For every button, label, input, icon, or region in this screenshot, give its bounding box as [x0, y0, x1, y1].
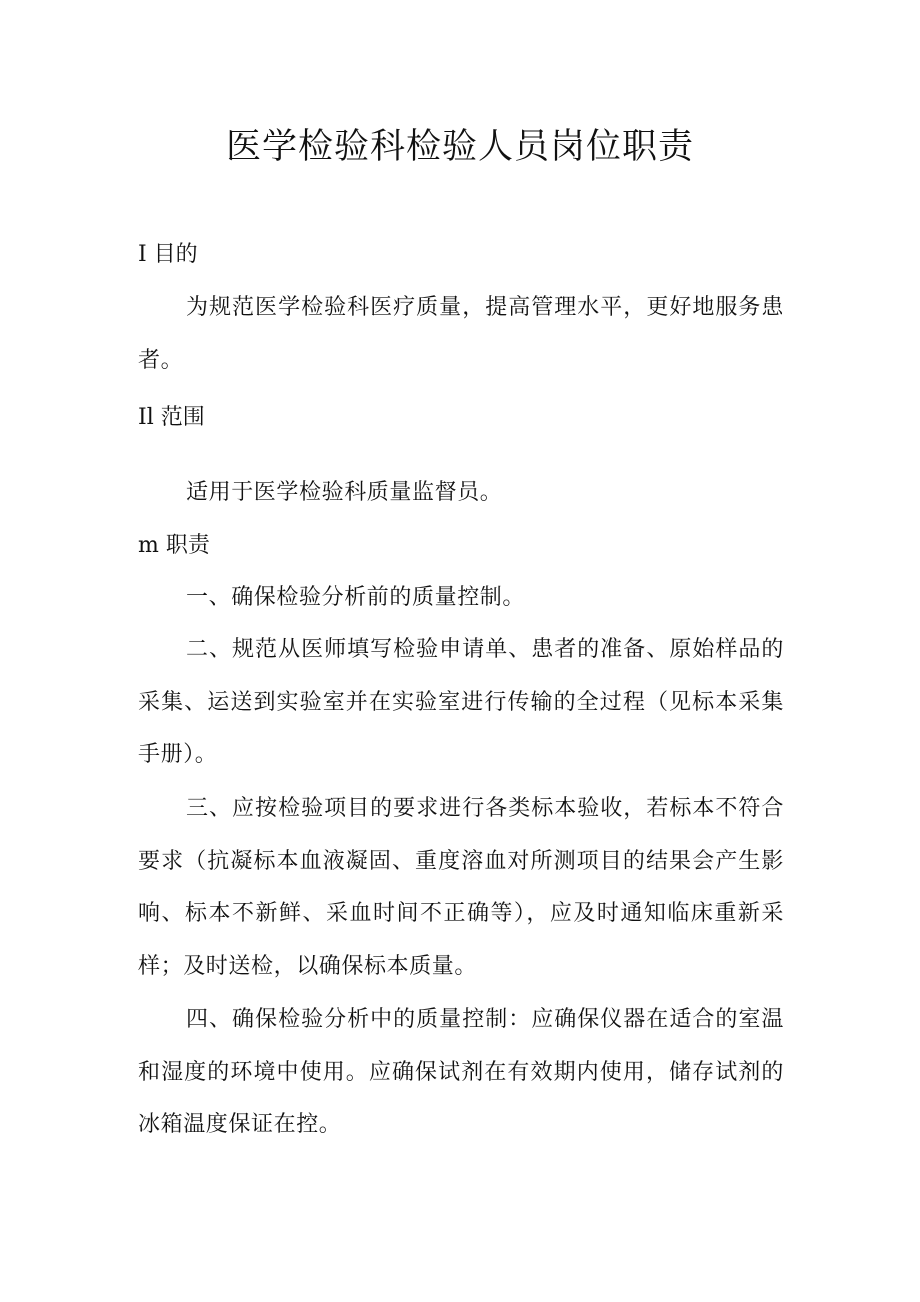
purpose-paragraph: 为规范医学检验科医疗质量，提高管理水平，更好地服务患者。: [138, 295, 784, 373]
section-heading-duties: m 职责: [138, 533, 210, 558]
document-title: 医学检验科检验人员岗位职责: [225, 127, 694, 167]
duty-item-3: 三、应按检验项目的要求进行各类标本验收，若标本不符合要求（抗凝标本血液凝固、重度溶血对所测项目的结果会产生影响、标本不新鲜、采血时间不正确等），应及时通知临床重新采样；及时送检，以确保标本质量。: [138, 796, 784, 979]
duty-item-1: 一、确保检验分析前的质量控制。: [186, 585, 526, 610]
section-heading-purpose: I 目的: [138, 242, 198, 267]
duty-item-2: 二、规范从医师填写检验申请单、患者的准备、原始样品的采集、运送到实验室并在实验室进行传输的全过程（见标本采集手册）。: [138, 637, 784, 767]
scope-paragraph: 适用于医学检验科质量监督员。: [186, 480, 503, 505]
section-heading-scope: Il 范围: [138, 405, 205, 430]
duty-item-4: 四、确保检验分析中的质量控制：应确保仪器在适合的室温和湿度的环境中使用。应确保试剂在有效期内使用，储存试剂的冰箱温度保证在控。: [138, 1007, 784, 1137]
